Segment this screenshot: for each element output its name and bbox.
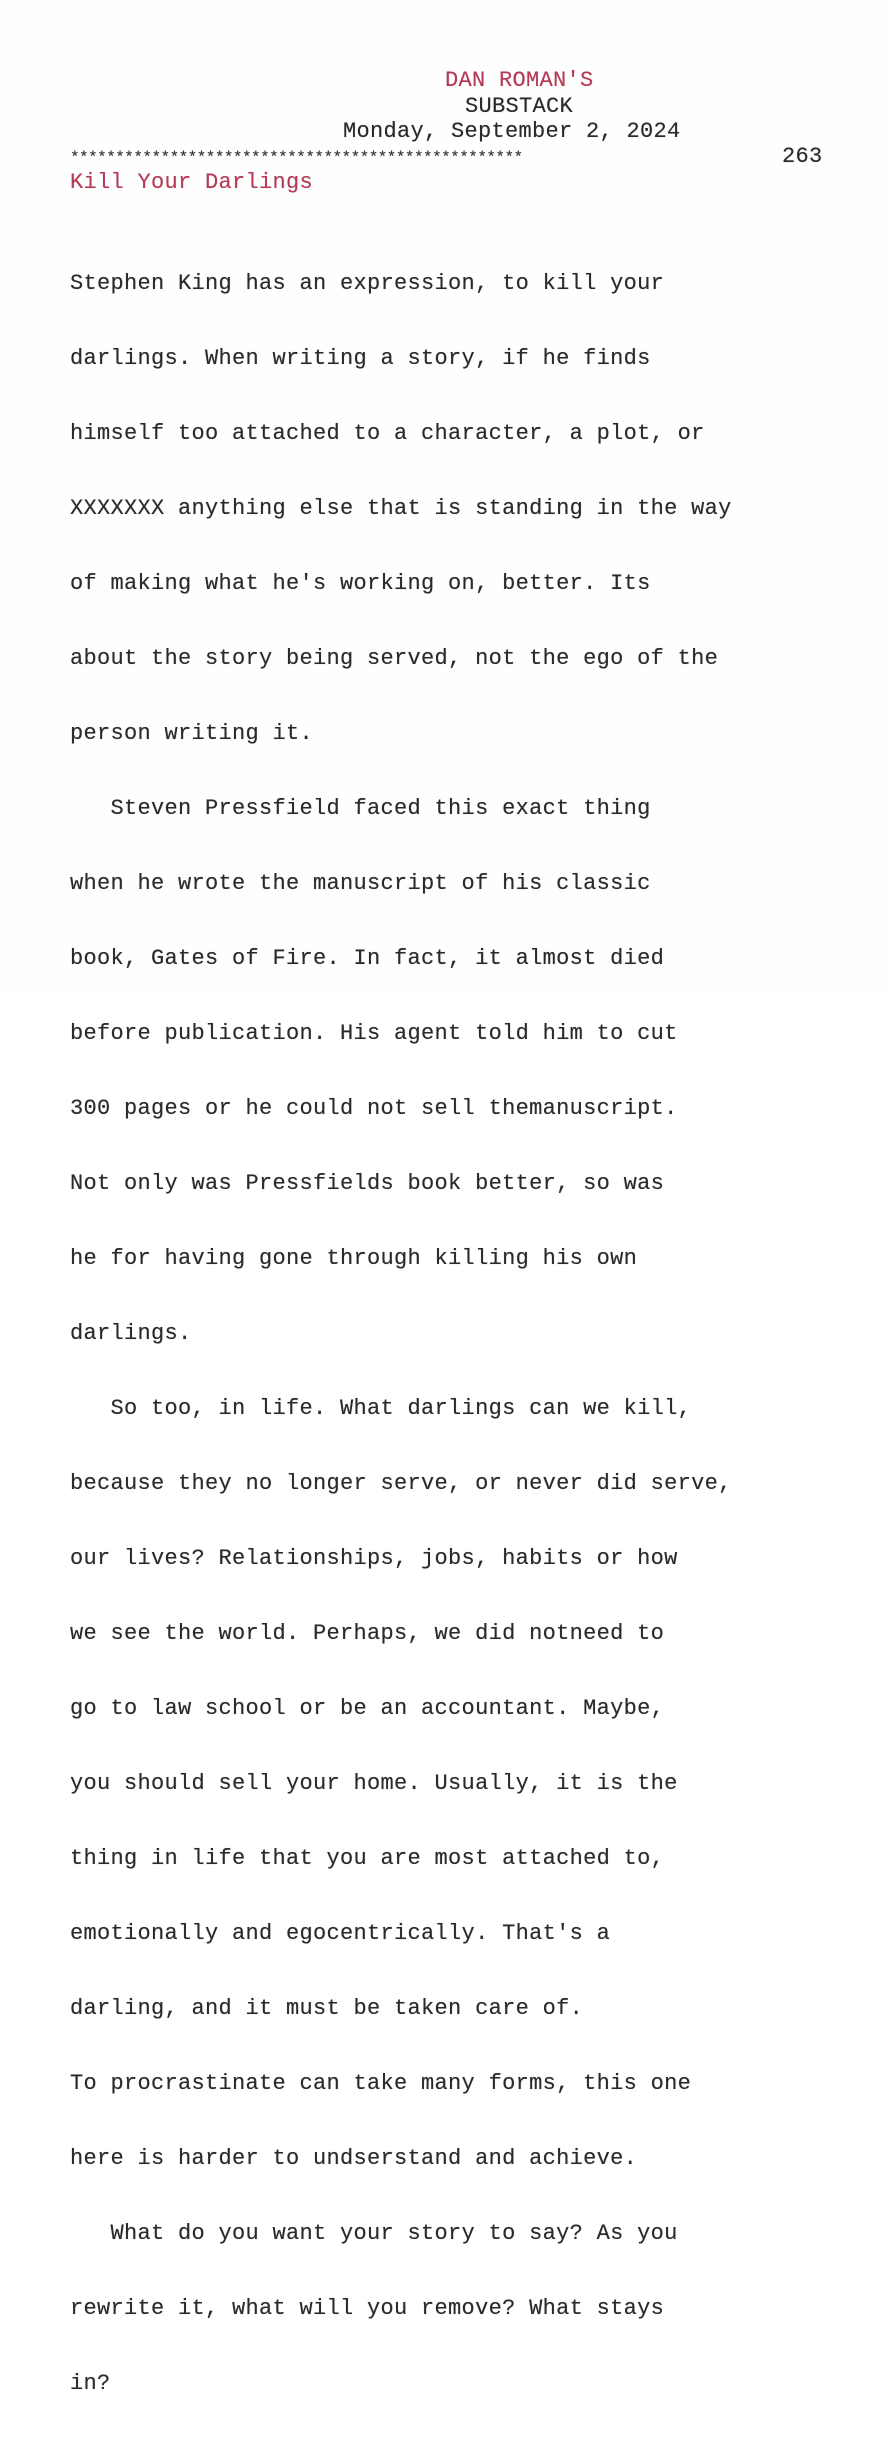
body-line: person writing it. bbox=[70, 721, 314, 746]
header-publication: SUBSTACK bbox=[465, 94, 574, 119]
header-brand: DAN ROMAN'S bbox=[445, 68, 594, 93]
body-line: 300 pages or he could not sell themanuscript. bbox=[70, 1096, 678, 1121]
body-line: about the story being served, not the ego of the bbox=[70, 646, 719, 671]
body-line: thing in life that you are most attached to, bbox=[70, 1846, 665, 1871]
body-line: So too, in life. What darlings can we kill, bbox=[70, 1396, 692, 1421]
body-line: our lives? Relationships, jobs, habits or how bbox=[70, 1546, 678, 1571]
body-line: Not only was Pressfields book better, so was bbox=[70, 1171, 665, 1196]
article-body bbox=[70, 221, 732, 2446]
body-line: before publication. His agent told him to cut bbox=[70, 1021, 678, 1046]
body-line: Stephen King has an expression, to kill your bbox=[70, 271, 665, 296]
body-line: To procrastinate can take many forms, this one bbox=[70, 2071, 692, 2096]
body-line: go to law school or be an accountant. Maybe, bbox=[70, 1696, 665, 1721]
body-line: in? bbox=[70, 2371, 111, 2396]
body-line: XXXXXXX anything else that is standing in the way bbox=[70, 496, 732, 521]
body-line: darling, and it must be taken care of. bbox=[70, 1996, 584, 2021]
body-line: darlings. When writing a story, if he finds bbox=[70, 346, 651, 371]
separator-line: ************************************************** bbox=[70, 149, 523, 167]
body-line: he for having gone through killing his own bbox=[70, 1246, 638, 1271]
body-line: here is harder to undserstand and achieve. bbox=[70, 2146, 638, 2171]
body-line: you should sell your home. Usually, it is the bbox=[70, 1771, 678, 1796]
body-line: book, Gates of Fire. In fact, it almost died bbox=[70, 946, 665, 971]
body-line: emotionally and egocentrically. That's a bbox=[70, 1921, 611, 1946]
page-number: 263 bbox=[782, 144, 823, 169]
body-line: when he wrote the manuscript of his classic bbox=[70, 871, 651, 896]
body-line: rewrite it, what will you remove? What stays bbox=[70, 2296, 665, 2321]
body-line: because they no longer serve, or never did serve, bbox=[70, 1471, 732, 1496]
header-date: Monday, September 2, 2024 bbox=[343, 119, 681, 144]
body-line: of making what he's working on, better. Its bbox=[70, 571, 651, 596]
body-line: darlings. bbox=[70, 1321, 192, 1346]
article-title: Kill Your Darlings bbox=[70, 170, 314, 195]
body-line: What do you want your story to say? As you bbox=[70, 2221, 678, 2246]
body-line: Steven Pressfield faced this exact thing bbox=[70, 796, 651, 821]
body-line: we see the world. Perhaps, we did notneed to bbox=[70, 1621, 665, 1646]
body-line: himself too attached to a character, a plot, or bbox=[70, 421, 705, 446]
